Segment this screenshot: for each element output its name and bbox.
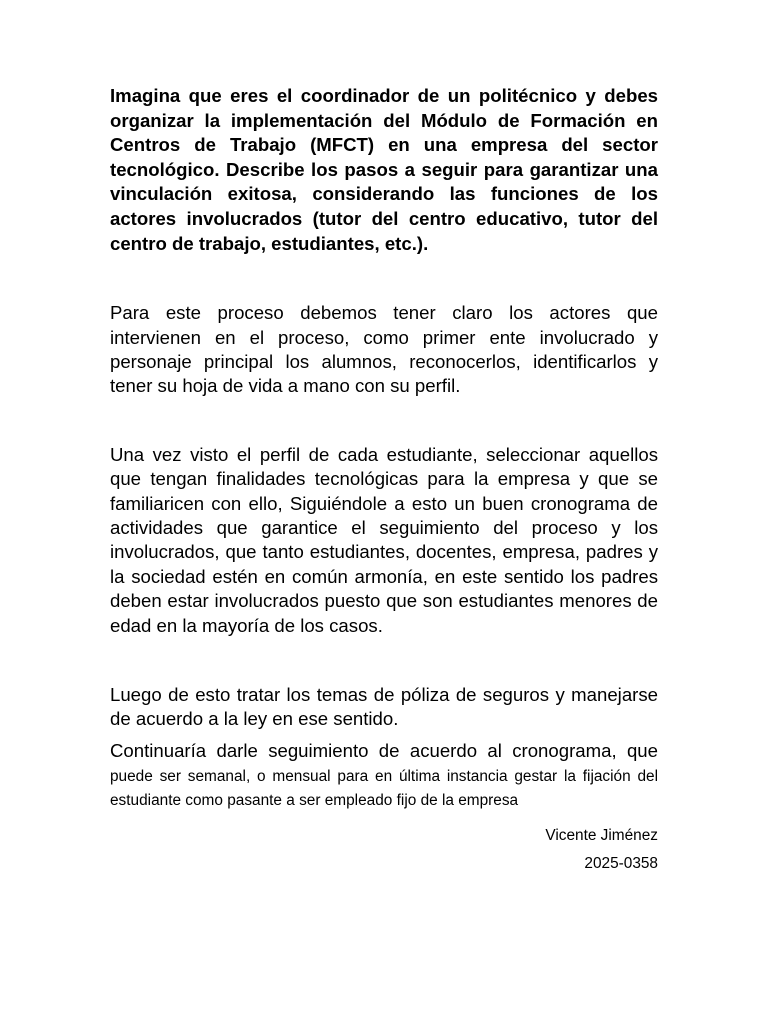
answer-paragraph-2: Una vez visto el perfil de cada estudiante, seleccionar aquellos que tengan finalidades tecnológicas para la empresa y que se familiaricen con ello, Siguiéndole a esto un buen cronograma de actividades que garantice el seguimiento del proceso y los involucrados, que tanto estudiantes, docentes, empresa, padres y la sociedad estén en común armonía, en este sentido los padres deben estar involucrados puesto que son estudiantes menores de edad en la mayoría de los casos. — [110, 443, 658, 636]
signature-name: Vicente Jiménez — [545, 826, 658, 844]
answer-paragraph-1: Para este proceso debemos tener claro los actores que intervienen en el proceso, como primer ente involucrado y personaje principal los alumnos, reconocerlos, identificarlos y tener su hoja de vida a mano con su perfil. — [110, 302, 658, 397]
answer-paragraph-4 — [110, 740, 658, 812]
assignment-question: Imagina que eres el coordinador de un politécnico y debes organizar la implementación del Módulo de Formación en Centros de Trabajo (MFCT) en una empresa del sector tecnológico. Describe los pasos a seguir para garantizar una vinculación exitosa, considerando las funciones de los actores involucrados (tutor del centro educativo, tutor del centro de trabajo, estudiantes, etc.). — [110, 85, 658, 254]
answer-paragraph-3: Luego de esto tratar los temas de póliza de seguros y manejarse de acuerdo a la ley en ese sentido. — [110, 684, 658, 730]
document-body — [110, 84, 658, 874]
answer-paragraph-4-small-text: puede ser semanal, o mensual para en última instancia gestar la fijación del estudiante como pasante a ser empleado fijo de la empresa — [110, 767, 658, 809]
student-id: 2025-0358 — [584, 854, 658, 872]
answer-paragraph-4-large-text: Continuaría darle seguimiento de acuerdo al cronograma, que — [110, 739, 658, 761]
